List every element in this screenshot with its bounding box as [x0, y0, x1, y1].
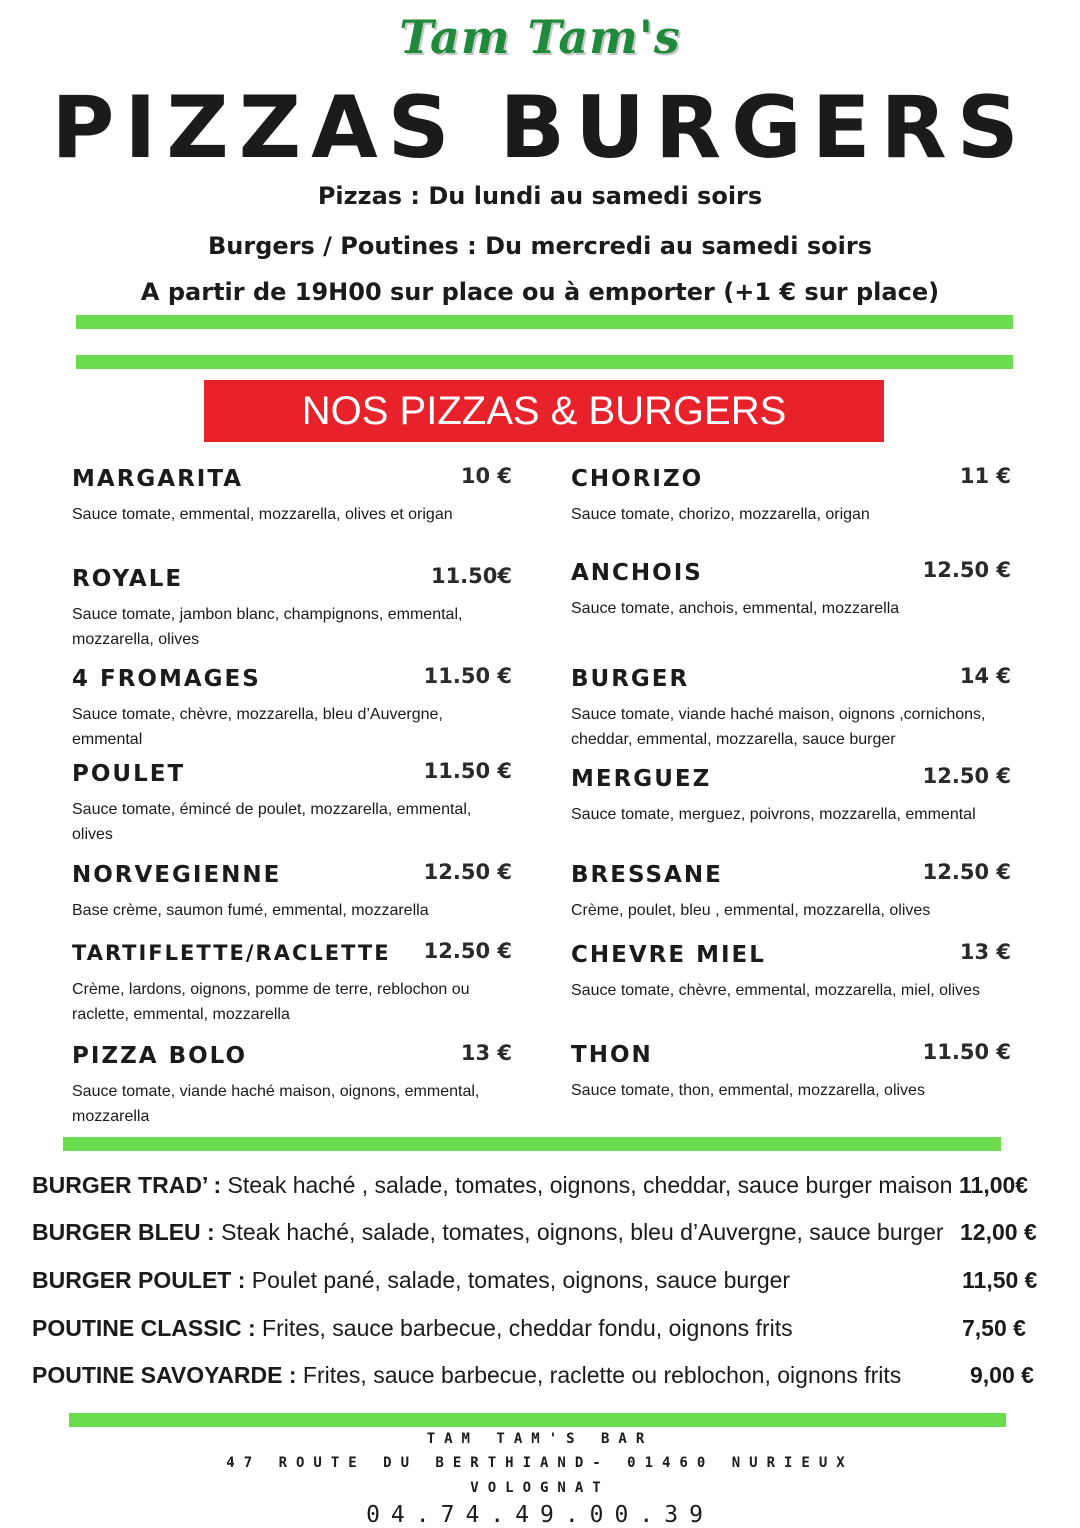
hours-pizzas: Pizzas : Du lundi au samedi soirs: [317, 182, 763, 210]
item-description: Sauce tomate, chèvre, mozzarella, bleu d’Auvergne, emmental: [72, 706, 443, 748]
item-description: Crème, lardons, oignons, pomme de terre, reblochon ou raclette, emmental, mozzarella: [72, 981, 470, 1023]
item-price: 12.50 €: [922, 764, 1011, 788]
extra-item-burger-bleu: [32, 1214, 1042, 1250]
extra-item-poutine-savoyarde: [32, 1357, 1042, 1393]
item-description: Sauce tomate, jambon blanc, champignons, emmental, mozzarella, olives: [72, 606, 463, 648]
item-name: BRESSANE: [571, 862, 723, 888]
extra-item-poutine-classic: [32, 1310, 1042, 1346]
item-price: 12.50 €: [423, 939, 512, 963]
item-description: Sauce tomate, émincé de poulet, mozzarella, emmental, olives: [72, 801, 472, 843]
item-description: Sauce tomate, emmental, mozzarella, olives et origan: [72, 506, 453, 523]
hours-burgers: Burgers / Poutines : Du mercredi au samedi soirs: [208, 232, 872, 260]
extra-item-price: 11,00€: [959, 1172, 1029, 1198]
item-price: 12.50 €: [922, 558, 1011, 582]
extra-item-description: Steak haché, salade, tomates, oignons, bleu d’Auvergne, sauce burger: [214, 1219, 944, 1245]
item-description: Crème, poulet, bleu , emmental, mozzarella, olives: [571, 902, 931, 919]
item-name: BURGER: [571, 666, 690, 692]
item-price: 11.50 €: [922, 1040, 1011, 1064]
footer-address: 47 ROUTE DU BERTHIAND- 01460 NURIEUX: [226, 1455, 854, 1471]
item-price: 13 €: [460, 1041, 512, 1065]
item-name: CHORIZO: [571, 466, 704, 492]
footer-bar-name: TAM TAM'S BAR: [426, 1431, 654, 1447]
item-price: 12.50 €: [423, 860, 512, 884]
item-description: Base crème, saumon fumé, emmental, mozzarella: [72, 902, 429, 919]
extra-item-name: BURGER BLEU :: [32, 1219, 215, 1245]
item-name: MERGUEZ: [571, 766, 712, 792]
item-name: POULET: [72, 761, 186, 787]
item-name: ANCHOIS: [571, 560, 703, 586]
divider-bar: [69, 1413, 1006, 1427]
item-name: PIZZA BOLO: [72, 1043, 248, 1069]
footer-phone: 04.74.49.00.39: [366, 1502, 714, 1528]
extra-item-description: Steak haché , salade, tomates, oignons, cheddar, sauce burger maison: [221, 1172, 953, 1198]
extra-item-burger-trad: [32, 1167, 1042, 1203]
extra-item-name: BURGER POULET :: [32, 1267, 246, 1293]
item-name: MARGARITA: [72, 466, 244, 492]
item-description: Sauce tomate, chorizo, mozzarella, origan: [571, 506, 870, 523]
item-description: Sauce tomate, viande haché maison, oignons ,cornichons, cheddar, emmental, mozzarella, sauce burger: [571, 706, 986, 748]
extra-item-name: POUTINE CLASSIC :: [32, 1315, 256, 1341]
item-name: ROYALE: [72, 566, 184, 592]
item-name: TARTIFLETTE/RACLETTE: [72, 941, 391, 965]
extra-item-price: 12,00 €: [960, 1219, 1037, 1245]
item-price: 11.50 €: [423, 664, 512, 688]
item-description: Sauce tomate, chèvre, emmental, mozzarella, miel, olives: [571, 982, 981, 999]
item-name: NORVEGIENNE: [72, 862, 282, 888]
extra-item-price: 7,50 €: [962, 1315, 1026, 1341]
item-name: 4 FROMAGES: [72, 666, 261, 692]
item-description: Sauce tomate, merguez, poivrons, mozzarella, emmental: [571, 806, 976, 823]
divider-bar: [76, 315, 1013, 329]
item-price: 11 €: [959, 464, 1011, 488]
divider-bar: [76, 355, 1013, 369]
hours-info: A partir de 19H00 sur place ou à emporter (+1 € sur place): [140, 278, 940, 306]
item-price: 10 €: [460, 464, 512, 488]
extra-item-description: Frites, sauce barbecue, raclette ou reblochon, oignons frits: [296, 1362, 902, 1388]
extra-item-price: 9,00 €: [970, 1362, 1034, 1388]
item-price: 13 €: [959, 940, 1011, 964]
footer-town: VOLOGNAT: [470, 1480, 610, 1496]
item-description: Sauce tomate, viande haché maison, oignons, emmental, mozzarella: [72, 1083, 480, 1125]
item-description: Sauce tomate, anchois, emmental, mozzarella: [571, 600, 900, 617]
section-title: NOS PIZZAS & BURGERS: [204, 380, 884, 442]
divider-bar: [63, 1137, 1001, 1151]
item-price: 12.50 €: [922, 860, 1011, 884]
extra-item-burger-poulet: [32, 1262, 1042, 1298]
item-name: THON: [571, 1042, 653, 1068]
item-price: 11.50€: [430, 564, 512, 588]
extra-item-price: 11,50 €: [962, 1267, 1038, 1293]
item-name: CHEVRE MIEL: [571, 942, 766, 968]
extra-item-description: Frites, sauce barbecue, cheddar fondu, oignons frits: [255, 1315, 793, 1341]
extra-item-description: Poulet pané, salade, tomates, oignons, sauce burger: [245, 1267, 791, 1293]
item-price: 14 €: [959, 664, 1011, 688]
item-price: 11.50 €: [423, 759, 512, 783]
extra-item-name: BURGER TRAD’ :: [32, 1172, 222, 1198]
item-description: Sauce tomate, thon, emmental, mozzarella, olives: [571, 1082, 925, 1099]
page-title: PIZZAS BURGERS: [51, 78, 1029, 178]
extra-item-name: POUTINE SAVOYARDE :: [32, 1362, 297, 1388]
logo: Tam Tam's: [399, 10, 681, 64]
